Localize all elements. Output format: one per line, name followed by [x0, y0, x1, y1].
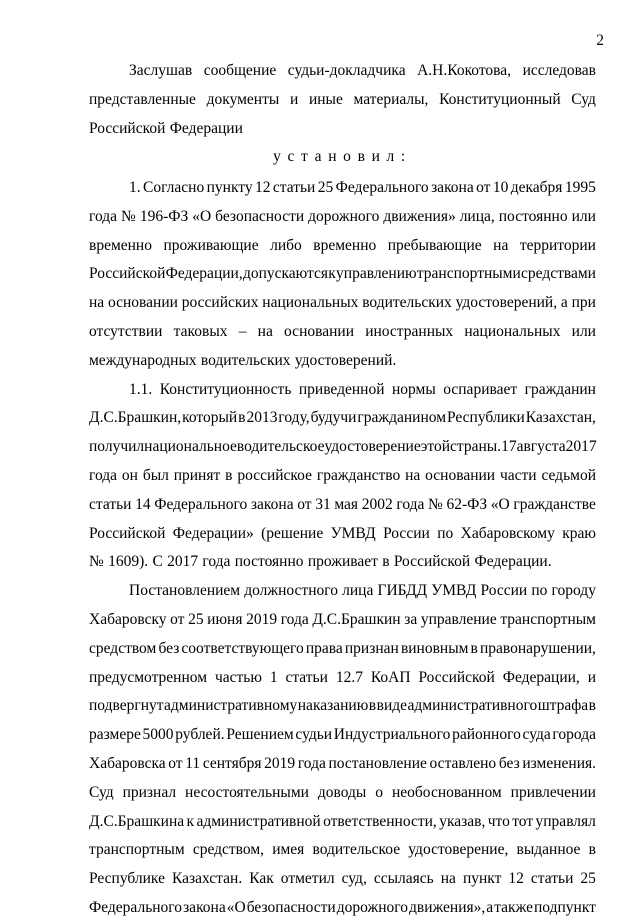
word: 2019 — [246, 610, 278, 628]
word: на — [257, 322, 273, 340]
word: за — [404, 610, 418, 628]
word: Д.С.Брашкина — [89, 812, 185, 830]
word: основании — [425, 466, 496, 484]
word: средством — [89, 639, 157, 657]
word: Федерации, — [502, 668, 580, 686]
word: от — [168, 754, 183, 772]
word: УМВД — [330, 524, 376, 542]
word: 1609). — [108, 553, 149, 571]
word: Федерального — [335, 179, 429, 196]
word: 62-ФЗ — [446, 495, 488, 513]
word: 12 — [255, 179, 271, 196]
word: Конституционный — [439, 90, 561, 108]
word: статьи — [272, 179, 316, 196]
text-line — [89, 462, 596, 491]
word: отсутствии — [89, 322, 163, 340]
word: наказанию — [297, 697, 369, 715]
word: «О — [226, 898, 246, 916]
word: Как — [249, 870, 274, 888]
word: Заслушав — [129, 62, 193, 79]
word: транспортным — [89, 841, 185, 859]
word: 1 — [269, 668, 278, 686]
text-line — [89, 289, 596, 318]
word: изменения. — [522, 754, 596, 772]
word: Индустриального — [333, 726, 451, 744]
word: имея — [272, 841, 305, 859]
word: 12.7 — [335, 668, 363, 686]
word: Д.С.Брашкин, — [89, 409, 182, 427]
word: районного — [452, 726, 521, 744]
word: средством, — [192, 841, 265, 859]
word: оставлено — [429, 754, 497, 772]
text-line — [89, 577, 596, 606]
word: частью — [214, 668, 262, 686]
word: признал — [122, 783, 177, 801]
word: части — [499, 466, 537, 484]
word: представленные — [89, 90, 196, 108]
word: таковых — [173, 322, 228, 340]
word: движения», — [409, 898, 486, 916]
word: Федерации. — [474, 553, 552, 571]
word: 25 — [188, 610, 204, 628]
word: России — [480, 582, 528, 600]
word: этой — [420, 438, 450, 456]
word: сообщение — [203, 62, 277, 79]
word: будучи — [310, 409, 357, 427]
word: от — [476, 179, 491, 196]
word: привлечении — [510, 783, 596, 801]
word: проживающие — [163, 236, 259, 254]
word: управлению — [336, 265, 417, 283]
word: Российской — [418, 668, 495, 686]
word: безопасности — [215, 207, 305, 225]
word: от — [170, 610, 185, 628]
word: размере — [89, 726, 141, 744]
word: и — [289, 90, 299, 108]
word: рублей. — [175, 726, 225, 744]
word: управлял — [535, 812, 596, 830]
word: № — [121, 207, 136, 225]
text-line — [89, 779, 596, 808]
word: водительских — [362, 294, 452, 312]
word: безопасности — [246, 898, 336, 916]
word: правонарушении, — [479, 639, 596, 657]
word: материалы, — [353, 90, 429, 108]
word: Российской — [89, 524, 166, 542]
section-heading: установил: — [273, 148, 412, 165]
word: июня — [207, 610, 243, 628]
word: 10 — [492, 179, 509, 196]
word: транспортным — [500, 610, 596, 628]
text-line — [89, 520, 596, 549]
word: года — [202, 553, 231, 571]
word: 2013 — [246, 409, 278, 427]
word: С — [152, 553, 163, 571]
word: виде — [376, 697, 408, 715]
text-line — [89, 894, 596, 923]
word: 14 — [135, 495, 151, 513]
word: 1995 — [564, 179, 596, 196]
word: или — [571, 322, 596, 340]
body-text — [89, 174, 596, 923]
word: удостоверение, — [408, 841, 509, 859]
word: права — [305, 639, 343, 657]
word: Российской — [89, 119, 166, 137]
word: тот — [512, 812, 534, 830]
word: основании — [284, 322, 354, 340]
word: основании — [108, 294, 178, 312]
word: признан — [344, 639, 399, 657]
word: города — [552, 726, 596, 744]
word: КоАП — [370, 668, 411, 686]
text-line — [89, 57, 596, 86]
word: в — [225, 466, 233, 484]
word: пребывающие — [387, 236, 482, 254]
word: мая — [334, 495, 359, 513]
text-line — [89, 606, 596, 635]
word: водительское — [236, 438, 325, 456]
word: или — [571, 207, 596, 225]
word: 31 — [315, 495, 331, 513]
word: сентября — [202, 754, 262, 772]
word: при — [571, 294, 596, 312]
word: Федерации, — [165, 265, 243, 283]
word: Хабаровскому — [460, 524, 555, 542]
word: административному — [164, 697, 298, 715]
word: к — [328, 265, 336, 283]
word: на — [89, 294, 105, 312]
word: документы — [206, 90, 280, 108]
word: удостоверений. — [294, 351, 397, 369]
text-line — [89, 865, 596, 894]
word: Суд — [89, 783, 114, 801]
word: России — [383, 524, 430, 542]
word: что — [487, 812, 510, 830]
word: принят — [173, 466, 221, 484]
word: по — [437, 524, 454, 542]
word: постоянно — [498, 207, 568, 225]
word: гражданстве — [513, 495, 596, 513]
word: Решением — [226, 726, 294, 744]
word: Суд — [571, 90, 596, 108]
word: «О — [192, 207, 212, 225]
text-line — [89, 433, 596, 462]
word: допускаются — [242, 265, 329, 283]
word: водительских — [200, 351, 291, 369]
text-line — [89, 635, 596, 664]
word: городу — [551, 582, 596, 600]
word: от — [297, 495, 312, 513]
word: несостоятельными — [185, 783, 309, 801]
word: года — [396, 495, 425, 513]
word: в — [238, 409, 246, 427]
word: ГИБДД — [377, 582, 428, 600]
word: судьи — [295, 726, 333, 744]
word: водительское — [312, 841, 401, 859]
word: пункту — [206, 179, 253, 196]
word: на — [405, 466, 421, 484]
word: года — [280, 610, 309, 628]
word: нормы — [391, 380, 436, 398]
word: постановление — [328, 754, 427, 772]
text-line — [89, 203, 596, 232]
word: он — [121, 466, 138, 484]
word: виновным — [400, 639, 469, 657]
word: а — [560, 294, 568, 312]
word: страны. — [450, 438, 502, 456]
word: российское — [237, 466, 312, 484]
word: а — [486, 898, 494, 916]
text-line — [89, 692, 596, 721]
intro-paragraph — [89, 57, 596, 143]
word: иные — [308, 90, 343, 108]
word: № — [89, 553, 104, 571]
word: суда — [522, 726, 551, 744]
word: 17 — [501, 438, 517, 456]
text-line — [89, 86, 596, 115]
word: 2017 — [167, 553, 199, 571]
word: дорожного — [308, 207, 380, 225]
word: временно — [313, 236, 377, 254]
word: постоянно — [234, 553, 304, 571]
text-line — [89, 404, 596, 433]
word: Д.С.Брашкин — [312, 610, 401, 628]
word: должностного — [244, 582, 338, 600]
text-line — [89, 491, 596, 520]
word: года — [89, 466, 118, 484]
word: 11 — [185, 754, 201, 772]
word: административного — [407, 697, 538, 715]
text-line — [89, 115, 596, 144]
page-number: 2 — [596, 32, 604, 49]
word: в — [588, 697, 596, 715]
word: в — [368, 697, 377, 715]
word: Постановлением — [129, 582, 241, 600]
word: в — [470, 639, 478, 657]
word: № — [428, 495, 443, 513]
word: 1. — [129, 179, 141, 196]
word: подвергнут — [89, 697, 164, 715]
word: – — [238, 322, 247, 340]
word: получил — [89, 438, 145, 456]
text-line — [89, 808, 596, 837]
word: который — [182, 409, 238, 427]
word: А.Н.Кокотова, — [417, 62, 512, 79]
word: о — [375, 783, 384, 801]
word: 25 — [317, 179, 334, 196]
word: ссылаясь — [373, 870, 434, 888]
word: выданное — [516, 841, 581, 859]
word: «О — [490, 495, 510, 513]
word: Республике — [89, 870, 165, 888]
word: 25 — [580, 870, 596, 888]
word: транспортными — [416, 265, 521, 283]
word: Конституционность — [159, 380, 292, 398]
word: Хабаровску — [89, 610, 167, 628]
word: движения» — [383, 207, 456, 225]
word: (решение — [261, 524, 324, 542]
word: Казахстан, — [525, 409, 596, 427]
word: 1.1. — [129, 380, 153, 398]
word: был — [142, 466, 169, 484]
word: Республики — [446, 409, 525, 427]
word: Федерации — [169, 119, 243, 137]
word: статьи — [530, 870, 574, 888]
word: подпункт — [534, 898, 596, 916]
word: удостоверений, — [455, 294, 558, 312]
word: российских — [181, 294, 259, 312]
text-line — [89, 376, 596, 405]
text-line — [89, 347, 596, 376]
text-line — [89, 664, 596, 693]
word: гражданин — [524, 380, 596, 398]
word: национальных — [464, 322, 561, 340]
word: без — [158, 639, 180, 657]
text-line — [89, 318, 596, 347]
word: Российской — [393, 553, 471, 571]
text-line — [89, 232, 596, 261]
word: без — [498, 754, 520, 772]
word: по — [531, 582, 548, 600]
word: необоснованном — [392, 783, 502, 801]
word: средствами — [521, 265, 596, 283]
text-line — [89, 174, 596, 203]
word: удостоверение — [324, 438, 421, 456]
word: Согласно — [143, 179, 205, 196]
word: на — [440, 870, 456, 888]
word: 2019 — [264, 754, 296, 772]
word: 2002 — [361, 495, 393, 513]
word: дорожного — [336, 898, 408, 916]
word: оспаривает — [443, 380, 518, 398]
word: суд, — [341, 870, 367, 888]
word: Федерального — [89, 898, 183, 916]
word: лица — [342, 582, 374, 600]
word: Хабаровска — [89, 754, 166, 772]
word: в — [588, 841, 596, 859]
word: административной — [196, 812, 321, 830]
word: статьи — [89, 495, 132, 513]
word: статьи — [285, 668, 328, 686]
word: отметил — [280, 870, 335, 888]
word: УМВД — [431, 582, 477, 600]
word: проживает — [307, 553, 378, 571]
text-line — [89, 836, 596, 865]
word: временно — [89, 236, 152, 254]
word: 12 — [508, 870, 524, 888]
word: ответственности, — [323, 812, 437, 830]
word: декабря — [510, 179, 563, 196]
word: и — [587, 668, 596, 686]
text-line — [89, 260, 596, 289]
word: седьмой — [541, 466, 596, 484]
word: закона — [250, 495, 294, 513]
word: иностранных — [365, 322, 454, 340]
word: соответствующего — [181, 639, 304, 657]
word: либо — [270, 236, 302, 254]
word: Казахстан. — [171, 870, 243, 888]
word: года — [89, 207, 118, 225]
word: предусмотренном — [89, 668, 208, 686]
text-line — [89, 548, 596, 577]
word: национальное — [144, 438, 237, 456]
word: судьи-докладчика — [287, 62, 406, 79]
word: в — [382, 553, 390, 571]
word: гражданином — [357, 409, 447, 427]
word: закона — [431, 179, 474, 196]
word: национальных — [262, 294, 359, 312]
word: указав, — [439, 812, 486, 830]
word: гражданство — [316, 466, 401, 484]
word: штрафа — [537, 697, 589, 715]
word: краю — [562, 524, 596, 542]
word: международных — [89, 351, 197, 369]
word: на — [493, 236, 509, 254]
word: закона — [183, 898, 226, 916]
word: приведенной — [298, 380, 385, 398]
word: Федерации» — [172, 524, 254, 542]
word: лица, — [459, 207, 495, 225]
word: года — [297, 754, 326, 772]
text-line — [89, 750, 596, 779]
word: 2017 — [565, 438, 597, 456]
text-line — [89, 721, 596, 750]
word: к — [186, 812, 195, 830]
word: августа — [516, 438, 566, 456]
word: 5000 — [142, 726, 174, 744]
word: году, — [278, 409, 310, 427]
word: исследовав — [522, 62, 596, 79]
word: доводы — [317, 783, 367, 801]
word: Федерального — [154, 495, 248, 513]
word: пункт — [462, 870, 502, 888]
word: 196-ФЗ — [139, 207, 189, 225]
word: также — [494, 898, 533, 916]
word: территории — [519, 236, 596, 254]
word: управление — [420, 610, 497, 628]
word: Российской — [89, 265, 166, 283]
